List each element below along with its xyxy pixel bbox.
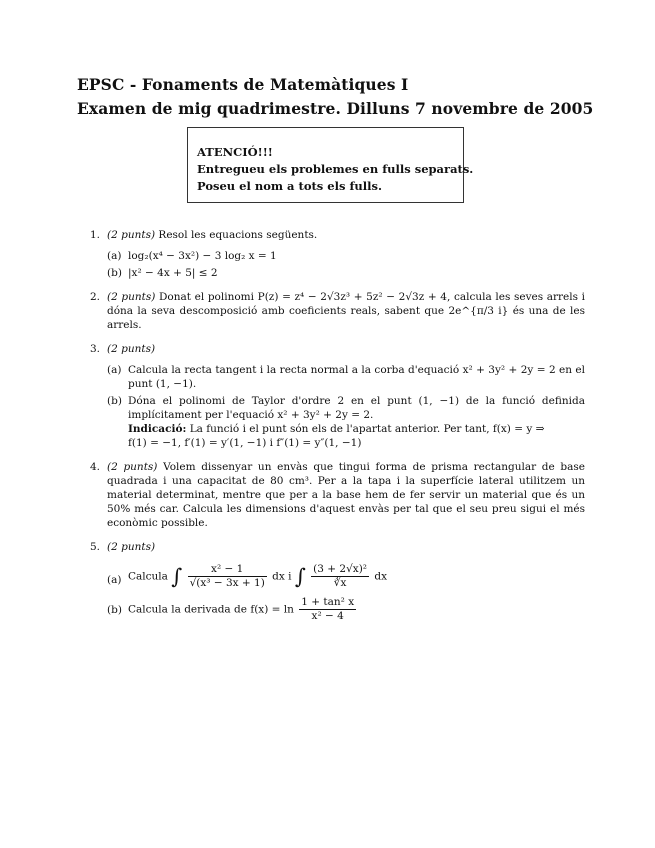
statement: Donat el polinomi <box>159 291 254 303</box>
connector: i <box>288 570 292 583</box>
problem-number: 2. <box>90 291 101 303</box>
problem-number: 1. <box>90 229 101 241</box>
problem-list <box>90 228 585 633</box>
part-label: (a) <box>107 250 122 262</box>
notice-line: ATENCIÓ!!! <box>197 145 273 159</box>
points: (2 punts) <box>107 541 156 553</box>
denominator: ∛x <box>333 577 347 589</box>
part-a <box>107 363 585 391</box>
part-b <box>107 394 585 450</box>
denominator: √(x³ − 3x + 1) <box>189 577 265 589</box>
statement: és una de les arrels. <box>107 305 586 331</box>
problem-number: 5. <box>90 541 101 553</box>
notice-line: Entregueu els problemes en fulls separats. <box>197 162 474 176</box>
points: (2 punts) <box>107 229 156 241</box>
problem-1 <box>90 228 585 280</box>
polynomial: P(z) = z⁴ − 2√3z³ + 5z² − 2√3z + 4, <box>257 291 451 303</box>
statement: calcula les seves arrels i dóna la seva descomposició amb coeficients reals, sabent que <box>107 291 585 317</box>
fraction <box>188 563 267 590</box>
part-label: (a) <box>107 364 122 376</box>
part-text: en el punt <box>128 364 585 390</box>
inequality: |x² − 4x + 5| ≤ 2 <box>128 267 218 279</box>
point: (1, −1) <box>418 395 460 407</box>
problem-4 <box>90 460 585 530</box>
function: f(x) = ln <box>250 603 294 616</box>
notice-line: Poseu el nom a tots els fulls. <box>197 179 382 193</box>
fraction <box>311 563 369 590</box>
part-b <box>107 596 585 623</box>
part-text: de la funció definida implícitament per l'equació <box>128 395 585 421</box>
part-label: (b) <box>107 604 122 616</box>
part-label: (a) <box>107 574 122 586</box>
numerator: x² − 1 <box>188 563 267 577</box>
problem-3 <box>90 342 585 450</box>
differential: dx <box>272 570 285 583</box>
statement: Resol les equacions següents. <box>158 229 318 241</box>
equation: x² + 3y² + 2y = 2. <box>277 409 374 421</box>
problem-number: 3. <box>90 343 101 355</box>
course-title: EPSC - Fonaments de Matemàtiques I <box>77 75 409 94</box>
equation: x² + 3y² + 2y = 2 <box>462 364 556 376</box>
points: (2 punts) <box>107 291 156 303</box>
problem-number: 4. <box>90 461 101 473</box>
differential: dx <box>374 570 388 583</box>
points: (2 punts) <box>107 461 158 473</box>
equation: log₂(x⁴ − 3x²) − 3 log₂ x = 1 <box>128 250 277 262</box>
fraction <box>299 596 356 623</box>
numerator: (3 + 2√x)² <box>313 563 368 575</box>
part-a <box>107 563 585 590</box>
hint-text: La funció i el punt són els de l'apartat anterior. Per tant, <box>189 423 490 435</box>
integral-sign-icon: ∫ <box>171 564 183 589</box>
part-a <box>107 249 585 263</box>
part-label: (b) <box>107 267 122 279</box>
notice-box <box>187 127 474 203</box>
problem-5 <box>90 540 585 623</box>
part-text: Calcula la recta tangent i la recta normal a la corba d'equació <box>128 364 460 376</box>
part-text: Calcula <box>128 570 168 583</box>
denominator: x² − 4 <box>311 610 344 622</box>
integral-sign-icon: ∫ <box>294 564 306 589</box>
part-text: Dóna el polinomi de Taylor d'ordre 2 en el punt <box>128 395 412 407</box>
points: (2 punts) <box>107 343 156 355</box>
hint-math: f(1) = −1, f′(1) = y′(1, −1) i f″(1) = y″(1, −1) <box>128 437 362 449</box>
hint-math: f(x) = y ⇒ <box>492 423 545 435</box>
part-b <box>107 266 585 280</box>
capacity: 80 cm³ <box>270 475 309 487</box>
problem-2 <box>90 290 585 332</box>
statement: Volem dissenyar un envàs que tingui forma de prisma rectangular de base quadrada i una capacitat de <box>107 461 585 487</box>
numerator: 1 + tan² x <box>301 596 355 608</box>
hint-label: Indicació: <box>128 423 187 435</box>
point: (1, −1). <box>155 378 197 390</box>
part-label: (b) <box>107 395 122 407</box>
exam-title: Examen de mig quadrimestre. Dilluns 7 novembre de 2005 <box>77 99 594 118</box>
part-text: Calcula la derivada de <box>128 603 247 616</box>
statement: . Per a la tapa i la superfície lateral utilitzem un material determinat, mentre que per a la base hem de fer servir un material que és un 50% més car. Calcula les dimensions d'aquest envàs per tal que el seu preu sigui el més econòmic possible. <box>107 475 585 529</box>
root: 2e^{π/3 i} <box>448 305 509 317</box>
